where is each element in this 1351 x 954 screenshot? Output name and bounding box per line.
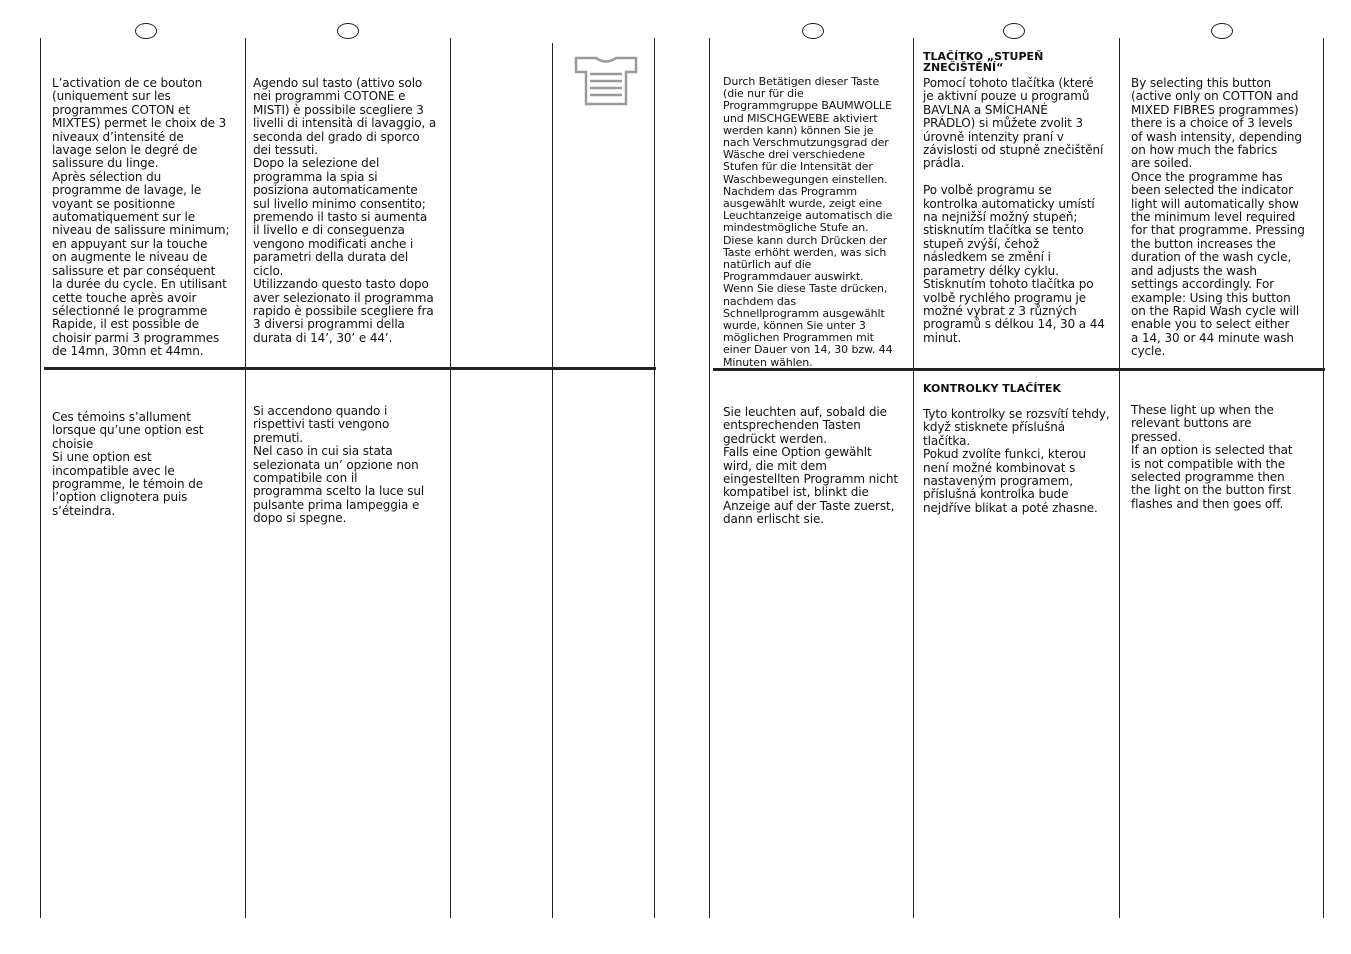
column-divider (450, 38, 451, 918)
column-marker-circle (1003, 23, 1025, 39)
shirt-icon (574, 56, 638, 106)
column-divider (913, 38, 914, 918)
column-divider (1119, 38, 1120, 918)
column-divider (245, 38, 246, 918)
column-marker-circle (802, 23, 824, 39)
czech-bottom-heading: KONTROLKY TLAČÍTEK (923, 382, 1061, 395)
english-bottom-text: These light up when the relevant buttons are pressed. If an option is selected that is not compatible with the selected programme then the light on the button first flashes and then goes off. (1131, 403, 1293, 511)
column-divider (709, 38, 710, 918)
column-divider (1323, 38, 1324, 918)
czech-top-text: Pomocí tohoto tlačítka (které je aktivní pouze u programů BAVLNA a SMÍCHANÉ PRÁDLO) si můžete zvolit 3 úrovně intenzity praní v závislosti od stupně znečištění prádla. Po volbě programu se kontrolka automaticky umístí na nejnižší možný stupeň; stisknutím tlačítka se tento stupeň zvýší, čehož následkem se změní i parametry délky cyklu. Stisknutím tohoto tlačítka po volbě rychlého programu je možné vybrat z 3 různých programů s délkou 14, 30 a 44 minut. (923, 76, 1105, 345)
german-bottom-text: Sie leuchten auf, sobald die entsprechenden Tasten gedrückt werden. Falls eine Option gewählt wird, die mit dem eingestellten Programm nicht kompatibel ist, blinkt die Anzeige auf der Taste zuerst, dann erlischt sie. (723, 405, 899, 527)
column-divider (552, 43, 553, 918)
czech-bottom-text: Tyto kontrolky se rozsvítí tehdy, když stisknete příslušná tlačítka. Pokud zvolíte funkci, kterou není možné kombinovat s nastaveným programem, příslušná kontrolka bude nejdříve blikat a poté zhasne. (923, 407, 1110, 515)
column-divider (40, 38, 41, 918)
italian-bottom-text: Si accendono quando i rispettivi tasti vengono premuti. Nel caso in cui sia stata selezionata un’ opzione non compatibile con il programma scelto la luce sul pulsante prima lampeggia e dopo si spegne. (253, 404, 425, 526)
column-divider (654, 38, 655, 918)
italian-top-text: Agendo sul tasto (attivo solo nei programmi COTONE e MISTI) è possibile scegliere 3 livelli di intensità di lavaggio, a seconda del grado di sporco dei tessuti. Dopo la selezione del programma la spia si posiziona automaticamente sul livello minimo consentito; premendo il tasto si aumenta il livello e di conseguenza vengono modificati anche i parametri della durata del ciclo. Utilizzando questo tasto dopo aver selezionato il programma rapido è possibile scegliere fra 3 diversi programmi della durata di 14’, 30’ e 44’. (253, 76, 437, 345)
row-divider (44, 367, 656, 370)
english-top-text: By selecting this button (active only on COTTON and MIXED FIBRES programmes) there is a choice of 3 levels of wash intensity, depending on how much the fabrics are soiled. Once the programme has been selected the indicator light will automatically show the minimum level required for that programme. Pressing the button increases the duration of the wash cycle, and adjusts the wash settings accordingly. For example: Using this button on the Rapid Wash cycle will enable you to select either a 14, 30 or 44 minute wash cycle. (1131, 76, 1305, 359)
czech-top-heading: TLAČÍTKO „STUPEŇ ZNEČIŠTĚNÍ“ (923, 50, 1044, 74)
column-marker-circle (1211, 23, 1233, 39)
german-top-text: Durch Betätigen dieser Taste (die nur für die Programmgruppe BAUMWOLLE und MISCHGEWEBE aktiviert werden kann) können Sie je nach Verschmutzungsgrad der Wäsche drei verschiedene Stufen für die Intensität der Waschbewegungen einstellen. Nachdem das Programm ausgewählt wurde, zeigt eine Leuchtanzeige automatisch die mindestmögliche Stufe an. Diese kann durch Drücken der Taste erhöht werden, was sich natürlich auf die Programmdauer auswirkt. Wenn Sie diese Taste drücken, nachdem das Schnellprogramm ausgewählt wurde, können Sie unter 3 möglichen Programmen mit einer Dauer von 14, 30 bzw. 44 Minuten wählen. (723, 75, 893, 369)
french-bottom-text: Ces témoins s’allument lorsque qu’une option est choisie Si une option est incompatible avec le programme, le témoin de l’option clignotera puis s’éteindra. (52, 410, 204, 518)
french-top-text: L’activation de ce bouton (uniquement sur les programmes COTON et MIXTES) permet le choix de 3 niveaux d’intensité de lavage selon le degré de salissure du linge. Après sélection du programme de lavage, le voyant se positionne automatiquement sur le niveau de salissure minimum; en appuyant sur la touche on augmente le niveau de salissure et par conséquent la durée du cycle. En utilisant cette touche après avoir sélectionné le programme Rapide, il est possible de choisir parmi 3 programmes de 14mn, 30mn et 44mn. (52, 76, 230, 359)
column-marker-circle (135, 23, 157, 39)
column-marker-circle (337, 23, 359, 39)
